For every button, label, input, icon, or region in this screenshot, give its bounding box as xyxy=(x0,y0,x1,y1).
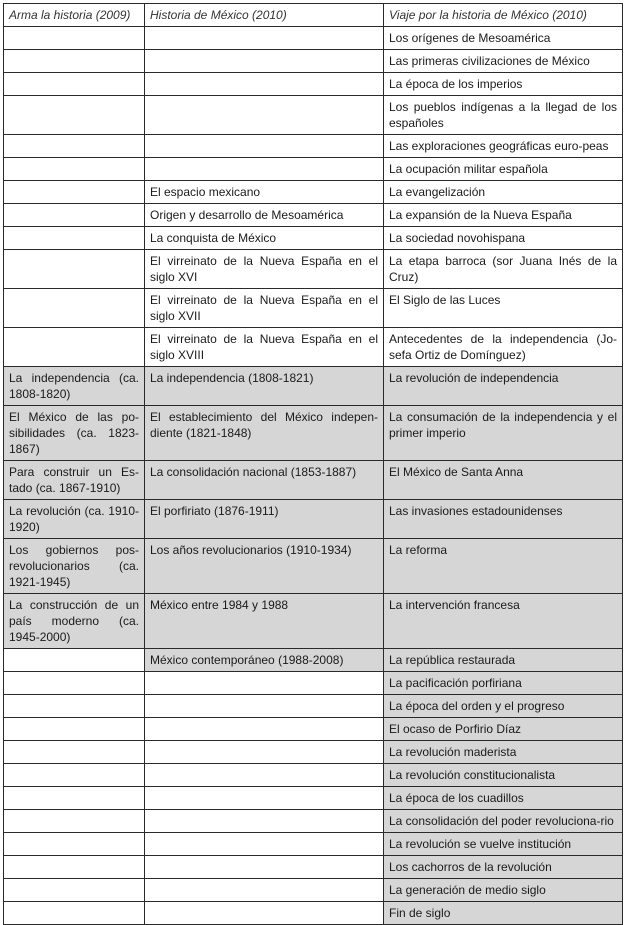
table-row xyxy=(4,810,623,833)
arma-la-historia-cell xyxy=(4,672,145,695)
header-arma-la-historia: Arma la historia (2009) xyxy=(4,4,145,27)
table-row xyxy=(4,289,623,328)
historia-de-mexico-cell: El espacio mexicano xyxy=(145,181,384,204)
viaje-por-la-historia-cell: Las primeras civilizaciones de México xyxy=(384,50,623,73)
arma-la-historia-cell xyxy=(4,902,145,925)
viaje-por-la-historia-cell: Fin de siglo xyxy=(384,902,623,925)
table-row xyxy=(4,328,623,367)
historia-de-mexico-cell xyxy=(145,741,384,764)
arma-la-historia-cell: El México de las po-sibilidades (ca. 1823-1867) xyxy=(4,406,145,461)
arma-la-historia-cell xyxy=(4,158,145,181)
table-row xyxy=(4,695,623,718)
historia-de-mexico-cell xyxy=(145,787,384,810)
arma-la-historia-cell xyxy=(4,879,145,902)
viaje-por-la-historia-cell: La ocupación militar española xyxy=(384,158,623,181)
viaje-por-la-historia-cell: La pacificación porfiriana xyxy=(384,672,623,695)
table-row xyxy=(4,367,623,406)
table-row xyxy=(4,181,623,204)
viaje-por-la-historia-cell: La generación de medio siglo xyxy=(384,879,623,902)
table-row xyxy=(4,787,623,810)
viaje-por-la-historia-cell: Los pueblos indígenas a la llegad de los españoles xyxy=(384,96,623,135)
arma-la-historia-cell xyxy=(4,649,145,672)
viaje-por-la-historia-cell: La revolución maderista xyxy=(384,741,623,764)
viaje-por-la-historia-cell: Antecedentes de la independencia (Jo-sefa Ortiz de Domínguez) xyxy=(384,328,623,367)
arma-la-historia-cell: La independencia (ca. 1808-1820) xyxy=(4,367,145,406)
historia-de-mexico-cell: México contemporáneo (1988-2008) xyxy=(145,649,384,672)
historia-de-mexico-cell xyxy=(145,27,384,50)
arma-la-historia-cell xyxy=(4,718,145,741)
historia-de-mexico-cell xyxy=(145,833,384,856)
table-row xyxy=(4,27,623,50)
table-body xyxy=(4,27,623,925)
viaje-por-la-historia-cell: Los orígenes de Mesoamérica xyxy=(384,27,623,50)
viaje-por-la-historia-cell: La época de los imperios xyxy=(384,73,623,96)
arma-la-historia-cell xyxy=(4,135,145,158)
viaje-por-la-historia-cell: La república restaurada xyxy=(384,649,623,672)
header-viaje-por-la-historia: Viaje por la historia de México (2010) xyxy=(384,4,623,27)
historia-de-mexico-cell xyxy=(145,879,384,902)
viaje-por-la-historia-cell: El ocaso de Porfirio Díaz xyxy=(384,718,623,741)
table-row xyxy=(4,649,623,672)
arma-la-historia-cell: Para construir un Es-tado (ca. 1867-1910) xyxy=(4,461,145,500)
historia-de-mexico-cell xyxy=(145,73,384,96)
historia-de-mexico-cell xyxy=(145,695,384,718)
table-row xyxy=(4,158,623,181)
arma-la-historia-cell xyxy=(4,96,145,135)
historia-de-mexico-cell xyxy=(145,810,384,833)
historia-de-mexico-cell: El virreinato de la Nueva España en el siglo XVIII xyxy=(145,328,384,367)
historia-de-mexico-cell: La conquista de México xyxy=(145,227,384,250)
table-row xyxy=(4,500,623,539)
table-row xyxy=(4,227,623,250)
historia-de-mexico-cell: El virreinato de la Nueva España en el siglo XVII xyxy=(145,289,384,328)
header-historia-de-mexico: Historia de México (2010) xyxy=(145,4,384,27)
historia-de-mexico-cell: La independencia (1808-1821) xyxy=(145,367,384,406)
table-row xyxy=(4,73,623,96)
viaje-por-la-historia-cell: La expansión de la Nueva España xyxy=(384,204,623,227)
arma-la-historia-cell xyxy=(4,810,145,833)
historia-de-mexico-cell: México entre 1984 y 1988 xyxy=(145,594,384,649)
viaje-por-la-historia-cell: La época de los cuadillos xyxy=(384,787,623,810)
arma-la-historia-cell xyxy=(4,227,145,250)
viaje-por-la-historia-cell: La época del orden y el progreso xyxy=(384,695,623,718)
viaje-por-la-historia-cell: La etapa barroca (sor Juana Inés de la Cruz) xyxy=(384,250,623,289)
table-row xyxy=(4,672,623,695)
header-row xyxy=(4,4,623,27)
arma-la-historia-cell: La revolución (ca. 1910-1920) xyxy=(4,500,145,539)
arma-la-historia-cell xyxy=(4,204,145,227)
arma-la-historia-cell xyxy=(4,741,145,764)
historia-de-mexico-cell xyxy=(145,902,384,925)
table-row xyxy=(4,96,623,135)
viaje-por-la-historia-cell: La revolución de independencia xyxy=(384,367,623,406)
historia-de-mexico-cell xyxy=(145,718,384,741)
table-row xyxy=(4,539,623,594)
table-row xyxy=(4,741,623,764)
historia-de-mexico-cell: El porfiriato (1876-1911) xyxy=(145,500,384,539)
table-row xyxy=(4,833,623,856)
viaje-por-la-historia-cell: La intervención francesa xyxy=(384,594,623,649)
viaje-por-la-historia-cell: La consumación de la independencia y el primer imperio xyxy=(384,406,623,461)
arma-la-historia-cell xyxy=(4,50,145,73)
arma-la-historia-cell xyxy=(4,328,145,367)
viaje-por-la-historia-cell: Las exploraciones geográficas euro-peas xyxy=(384,135,623,158)
table-row xyxy=(4,879,623,902)
viaje-por-la-historia-cell: Los cachorros de la revolución xyxy=(384,856,623,879)
historia-de-mexico-cell xyxy=(145,158,384,181)
historia-de-mexico-cell xyxy=(145,764,384,787)
arma-la-historia-cell: Los gobiernos pos-revolucionarios (ca. 1921-1945) xyxy=(4,539,145,594)
viaje-por-la-historia-cell: La reforma xyxy=(384,539,623,594)
arma-la-historia-cell xyxy=(4,289,145,328)
arma-la-historia-cell xyxy=(4,27,145,50)
historia-de-mexico-cell xyxy=(145,135,384,158)
arma-la-historia-cell xyxy=(4,73,145,96)
table-row xyxy=(4,135,623,158)
table-row xyxy=(4,856,623,879)
arma-la-historia-cell xyxy=(4,181,145,204)
viaje-por-la-historia-cell: Las invasiones estadounidenses xyxy=(384,500,623,539)
table-row xyxy=(4,204,623,227)
table-row xyxy=(4,594,623,649)
viaje-por-la-historia-cell: El México de Santa Anna xyxy=(384,461,623,500)
historia-de-mexico-cell xyxy=(145,50,384,73)
table-row xyxy=(4,902,623,925)
table-row xyxy=(4,718,623,741)
historia-de-mexico-cell: El virreinato de la Nueva España en el siglo XVI xyxy=(145,250,384,289)
historia-de-mexico-cell xyxy=(145,96,384,135)
table-row xyxy=(4,50,623,73)
viaje-por-la-historia-cell: La sociedad novohispana xyxy=(384,227,623,250)
viaje-por-la-historia-cell: La revolución se vuelve institución xyxy=(384,833,623,856)
table-row xyxy=(4,461,623,500)
table-row xyxy=(4,764,623,787)
historia-de-mexico-cell: Origen y desarrollo de Mesoamérica xyxy=(145,204,384,227)
viaje-por-la-historia-cell: La revolución constitucionalista xyxy=(384,764,623,787)
viaje-por-la-historia-cell: El Siglo de las Luces xyxy=(384,289,623,328)
historia-de-mexico-cell: El establecimiento del México indepen-diente (1821-1848) xyxy=(145,406,384,461)
arma-la-historia-cell xyxy=(4,250,145,289)
arma-la-historia-cell xyxy=(4,856,145,879)
historia-de-mexico-cell xyxy=(145,672,384,695)
historia-de-mexico-cell: La consolidación nacional (1853-1887) xyxy=(145,461,384,500)
textbook-comparison-table xyxy=(3,3,623,925)
arma-la-historia-cell xyxy=(4,764,145,787)
arma-la-historia-cell: La construcción de un país moderno (ca. 1945-2000) xyxy=(4,594,145,649)
viaje-por-la-historia-cell: La consolidación del poder revoluciona-rio xyxy=(384,810,623,833)
table-row xyxy=(4,406,623,461)
arma-la-historia-cell xyxy=(4,787,145,810)
historia-de-mexico-cell: Los años revolucionarios (1910-1934) xyxy=(145,539,384,594)
historia-de-mexico-cell xyxy=(145,856,384,879)
arma-la-historia-cell xyxy=(4,833,145,856)
viaje-por-la-historia-cell: La evangelización xyxy=(384,181,623,204)
arma-la-historia-cell xyxy=(4,695,145,718)
table-row xyxy=(4,250,623,289)
